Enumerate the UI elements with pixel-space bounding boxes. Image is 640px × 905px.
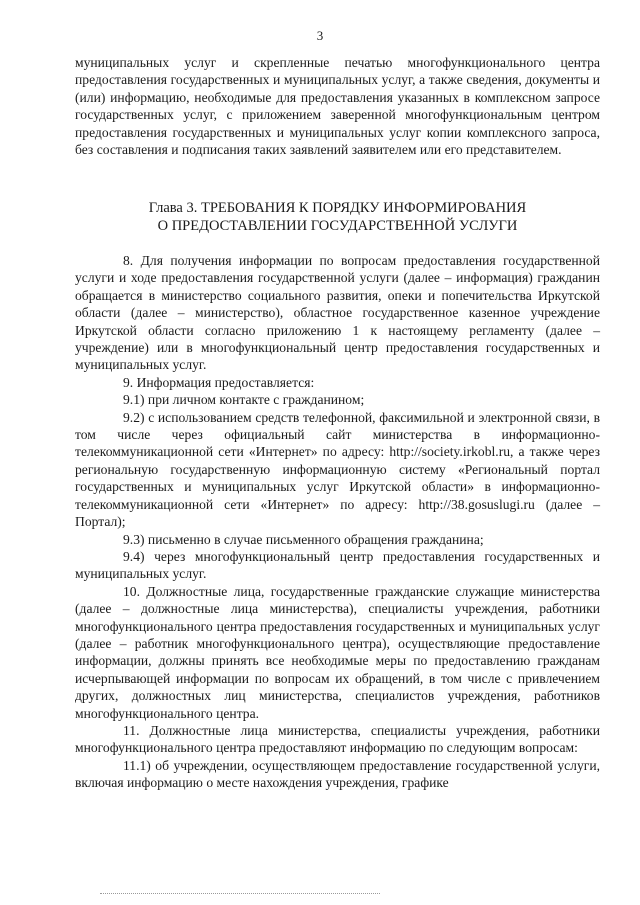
footer-dotted-rule <box>100 893 380 894</box>
chapter-heading <box>75 199 600 235</box>
paragraph-9: 9. Информация предоставляется: <box>123 374 315 390</box>
chapter-heading-line-2: О ПРЕДОСТАВЛЕНИИ ГОСУДАРСТВЕННОЙ УСЛУГИ <box>157 218 518 234</box>
paragraph-11-1: 11.1) об учреждении, осуществляющем предоставление государственной услуги, включая информацию о месте нахождения учреждения, графике <box>75 757 600 791</box>
paragraph-9-1: 9.1) при личном контакте с гражданином; <box>123 392 365 408</box>
chapter-heading-line-1: Глава 3. ТРЕБОВАНИЯ К ПОРЯДКУ ИНФОРМИРОВАНИЯ <box>148 200 527 216</box>
paragraph-9-4: 9.4) через многофункциональный центр предоставления государственных и муниципальных услуг. <box>75 548 600 582</box>
paragraph-9-2: 9.2) с использованием средств телефонной, факсимильной и электронной связи, в том числе через официальный сайт министерства в информационно-телекоммуникационной сети «Интернет» по адресу: http://society.irkobl.ru, а также через региональную государственную информационную систему «Региональный портал государственных и муниципальных услуг Иркутской области» в информационно-телекоммуникационной сети «Интернет» по адресу: http://38.gosuslugi.ru (далее – Портал); <box>75 409 600 530</box>
page-number: 3 <box>316 28 324 43</box>
main-text-block <box>75 252 600 792</box>
paragraph-11: 11. Должностные лица министерства, специалисты учреждения, работники многофункционального центра предоставляют информацию по следующим вопросам: <box>75 722 600 756</box>
paragraph-8: 8. Для получения информации по вопросам предоставления государственной услуги и ходе предоставления государственной услуги (далее – информация) гражданин обращается в министерство социального развития, опеки и попечительства Иркутской области (далее – министерство), областное государственное казенное учреждение Иркутской области согласно приложению 1 к настоящему регламенту (далее – учреждение) или в многофункциональный центр предоставления государственных и муниципальных услуг. <box>75 253 600 373</box>
paragraph-10: 10. Должностные лица, государственные гражданские служащие министерства (далее – должностные лица министерства), специалисты учреждения, работники многофункционального центра предоставления государственных и муниципальных услуг (далее – работник многофункционального центра), осуществляющие предоставление информации, должны принять все необходимые меры по предоставлению гражданам исчерпывающей информации по вопросам их обращений, в том числе с привлечением других, должностных лиц министерства, специалистов учреждения, работников многофункционального центра. <box>75 583 600 721</box>
paragraph-9-3: 9.3) письменно в случае письменного обращения гражданина; <box>123 531 484 547</box>
intro-paragraph: муниципальных услуг и скрепленные печатью многофункционального центра предоставления государственных и муниципальных услуг, а также сведения, документы и (или) информацию, необходимые для предоставления указанных в комплексном запросе государственных услуг, с приложением заверенной многофункциональным центром предоставления государственных и муниципальных услуг копии комплексного запроса, без составления и подписания таких заявлений заявителем или его представителем. <box>75 55 600 158</box>
intro-paragraph-block <box>75 54 600 158</box>
